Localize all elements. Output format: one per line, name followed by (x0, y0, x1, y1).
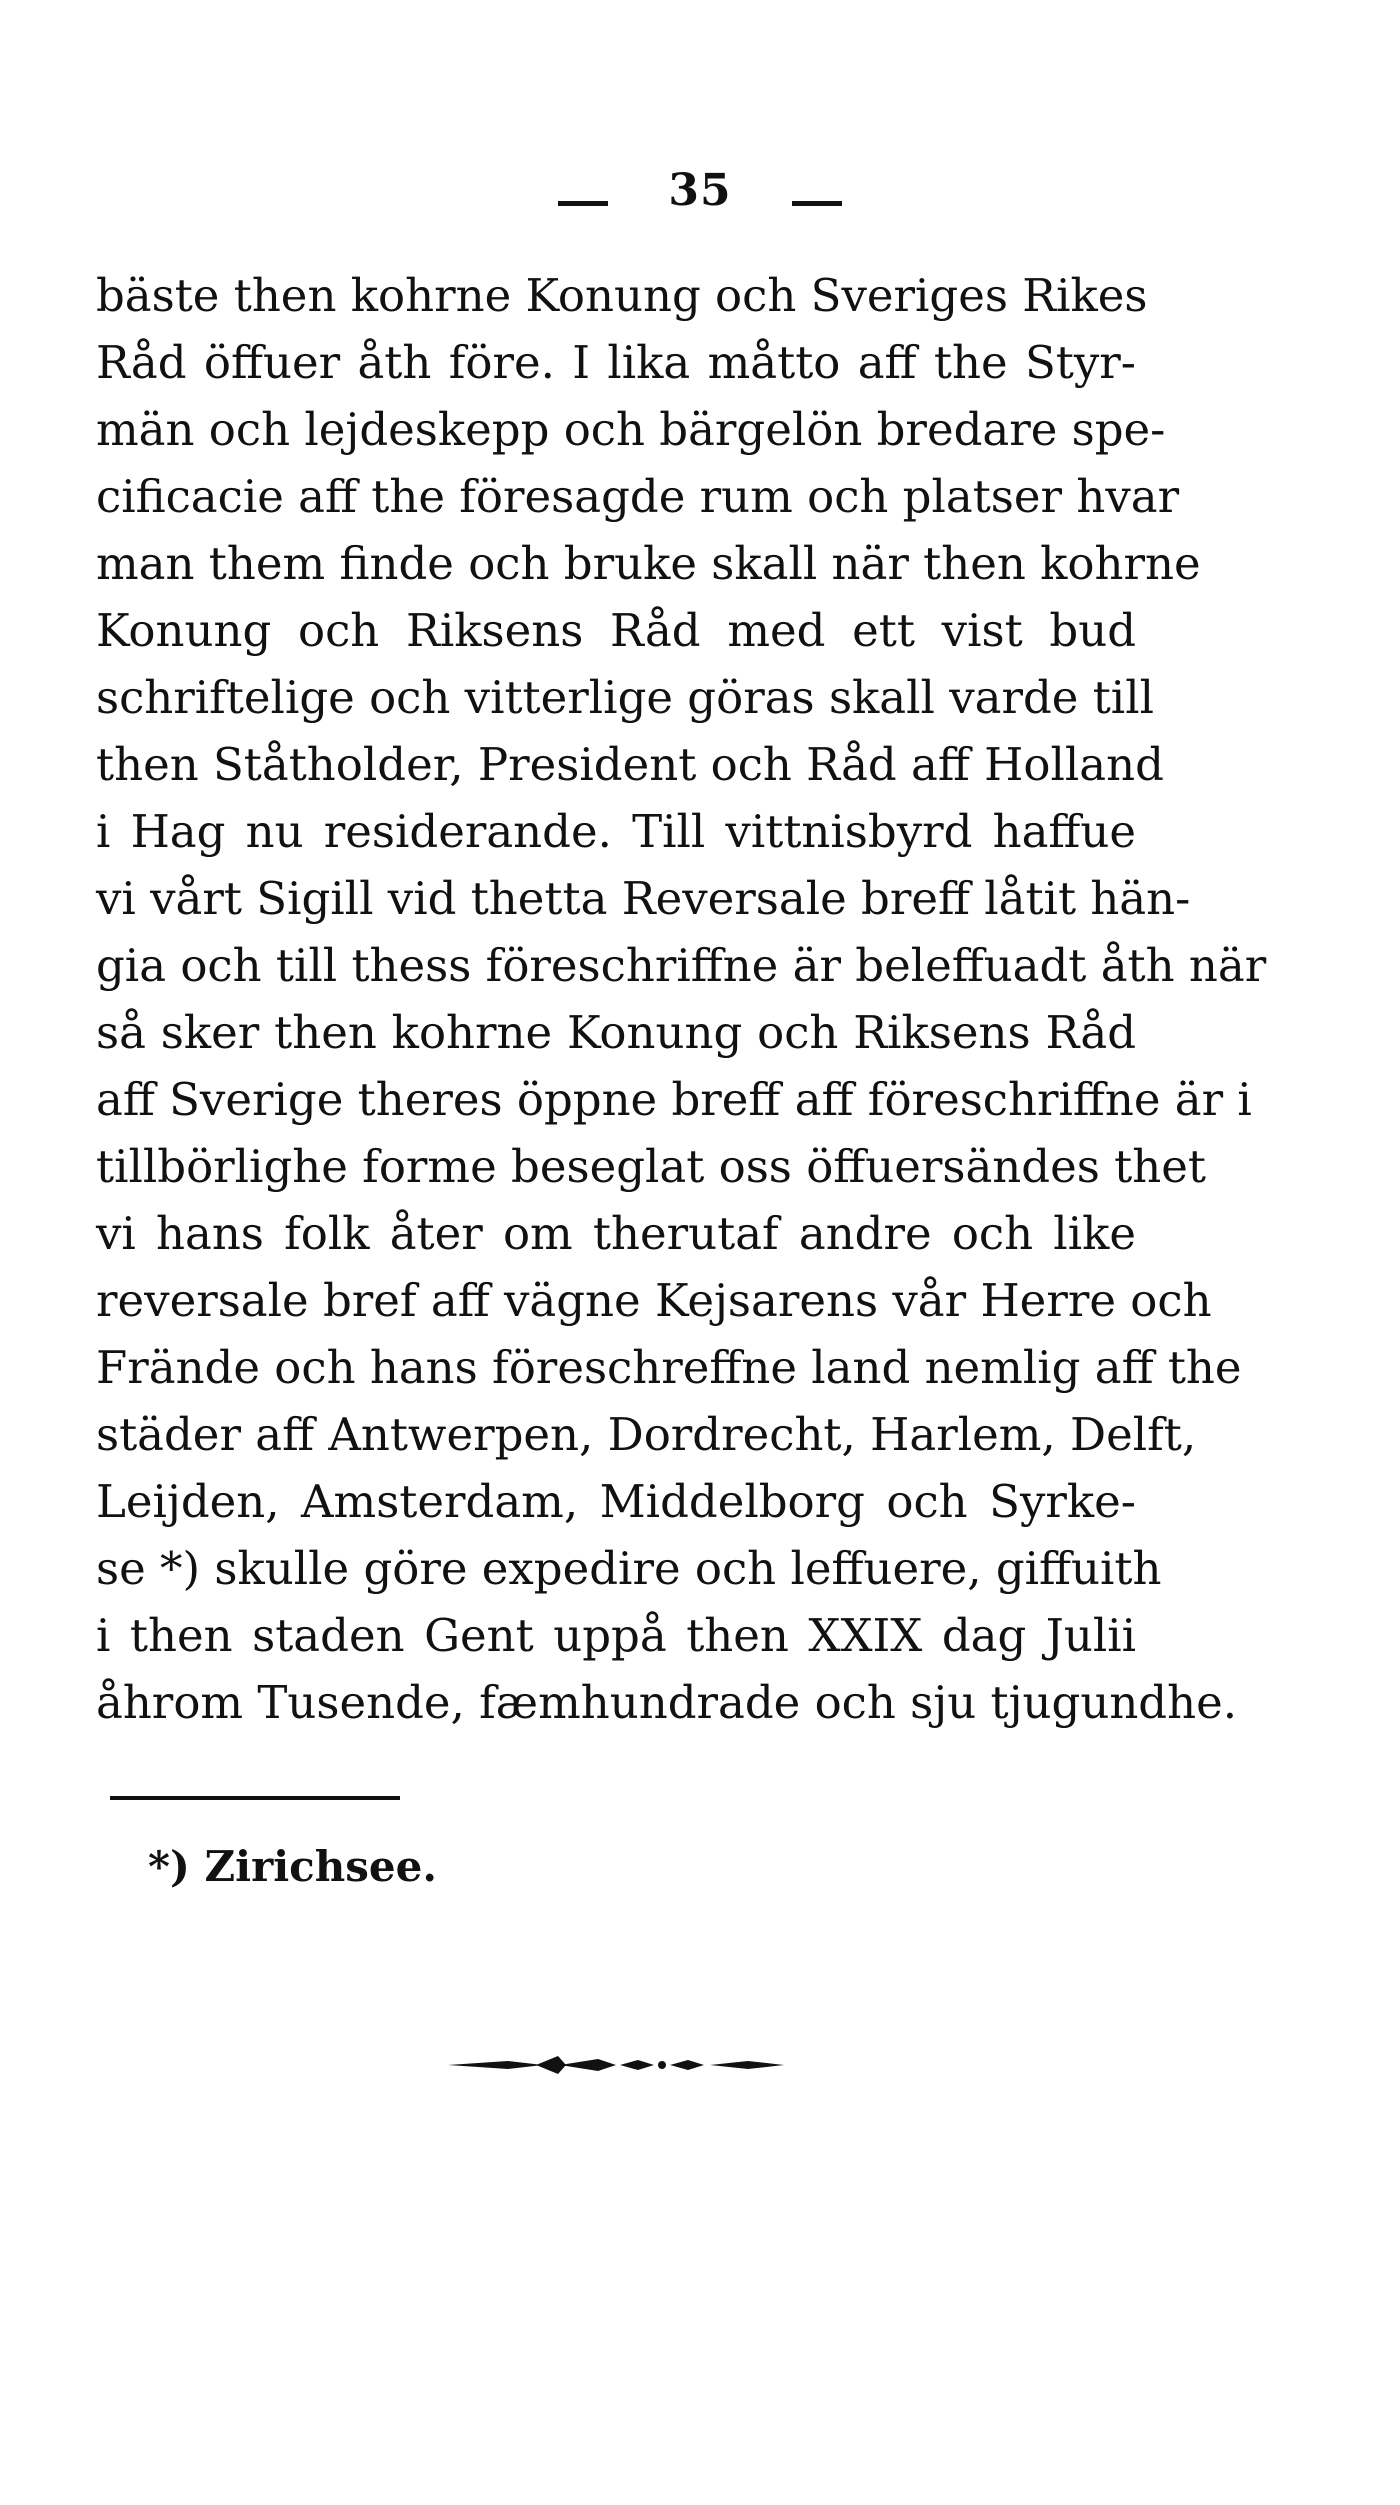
text-line: Konung och Riksens Råd med ett vist bud (96, 604, 1136, 657)
text-line: Råd öffuer åth före. I lika måtto aff the Styr- (96, 336, 1136, 389)
text-line: schriftelige och vitterlige göras skall varde till (96, 671, 1154, 724)
text-line: män och lejdeskepp och bärgelön bredare spe- (96, 403, 1166, 456)
text-line: gia och till thess föreschriffne är beleffuadt åth när (96, 939, 1267, 992)
left-dash (558, 201, 608, 206)
right-dash (792, 201, 842, 206)
text-line: reversale bref aff vägne Kejsarens vår Herre och (96, 1274, 1212, 1327)
body-text (96, 262, 1267, 1736)
text-line: Leijden, Amsterdam, Middelborg och Syrke- (96, 1475, 1136, 1528)
text-line: then Ståtholder, President och Råd aff Holland (96, 738, 1164, 791)
text-line: vi vårt Sigill vid thetta Reversale breff låtit hän- (96, 872, 1191, 925)
text-line: Frände och hans föreschreffne land nemlig aff the (96, 1341, 1242, 1394)
text-line: i Hag nu residerande. Till vittnisbyrd haffue (96, 805, 1136, 858)
text-line: cificacie aff the föresagde rum och platser hvar (96, 470, 1180, 523)
text-line: vi hans folk åter om therutaf andre och like (96, 1207, 1136, 1260)
page-number-header (0, 165, 1400, 216)
text-line: se *) skulle göre expedire och leffuere, giffuith (96, 1542, 1162, 1595)
text-line: man them finde och bruke skall när then kohrne (96, 537, 1201, 590)
text-line: tillbörlighe forme beseglat oss öffuersändes thet (96, 1140, 1206, 1193)
text-line: i then staden Gent uppå then XXIX dag Julii (96, 1609, 1136, 1662)
footnote: *) Zirichsee. (148, 1842, 437, 1891)
decorative-tailpiece-icon (448, 2050, 808, 2084)
page-number: 35 (668, 165, 732, 216)
text-line: aff Sverige theres öppne breff aff föreschriffne är i (96, 1073, 1252, 1126)
text-line: så sker then kohrne Konung och Riksens Råd (96, 1006, 1136, 1059)
text-line: åhrom Tusende, fæmhundrade och sju tjugundhe. (96, 1676, 1238, 1729)
text-line: bäste then kohrne Konung och Sveriges Rikes (96, 269, 1148, 322)
footnote-rule (110, 1796, 400, 1800)
text-line: städer aff Antwerpen, Dordrecht, Harlem, Delft, (96, 1408, 1197, 1461)
